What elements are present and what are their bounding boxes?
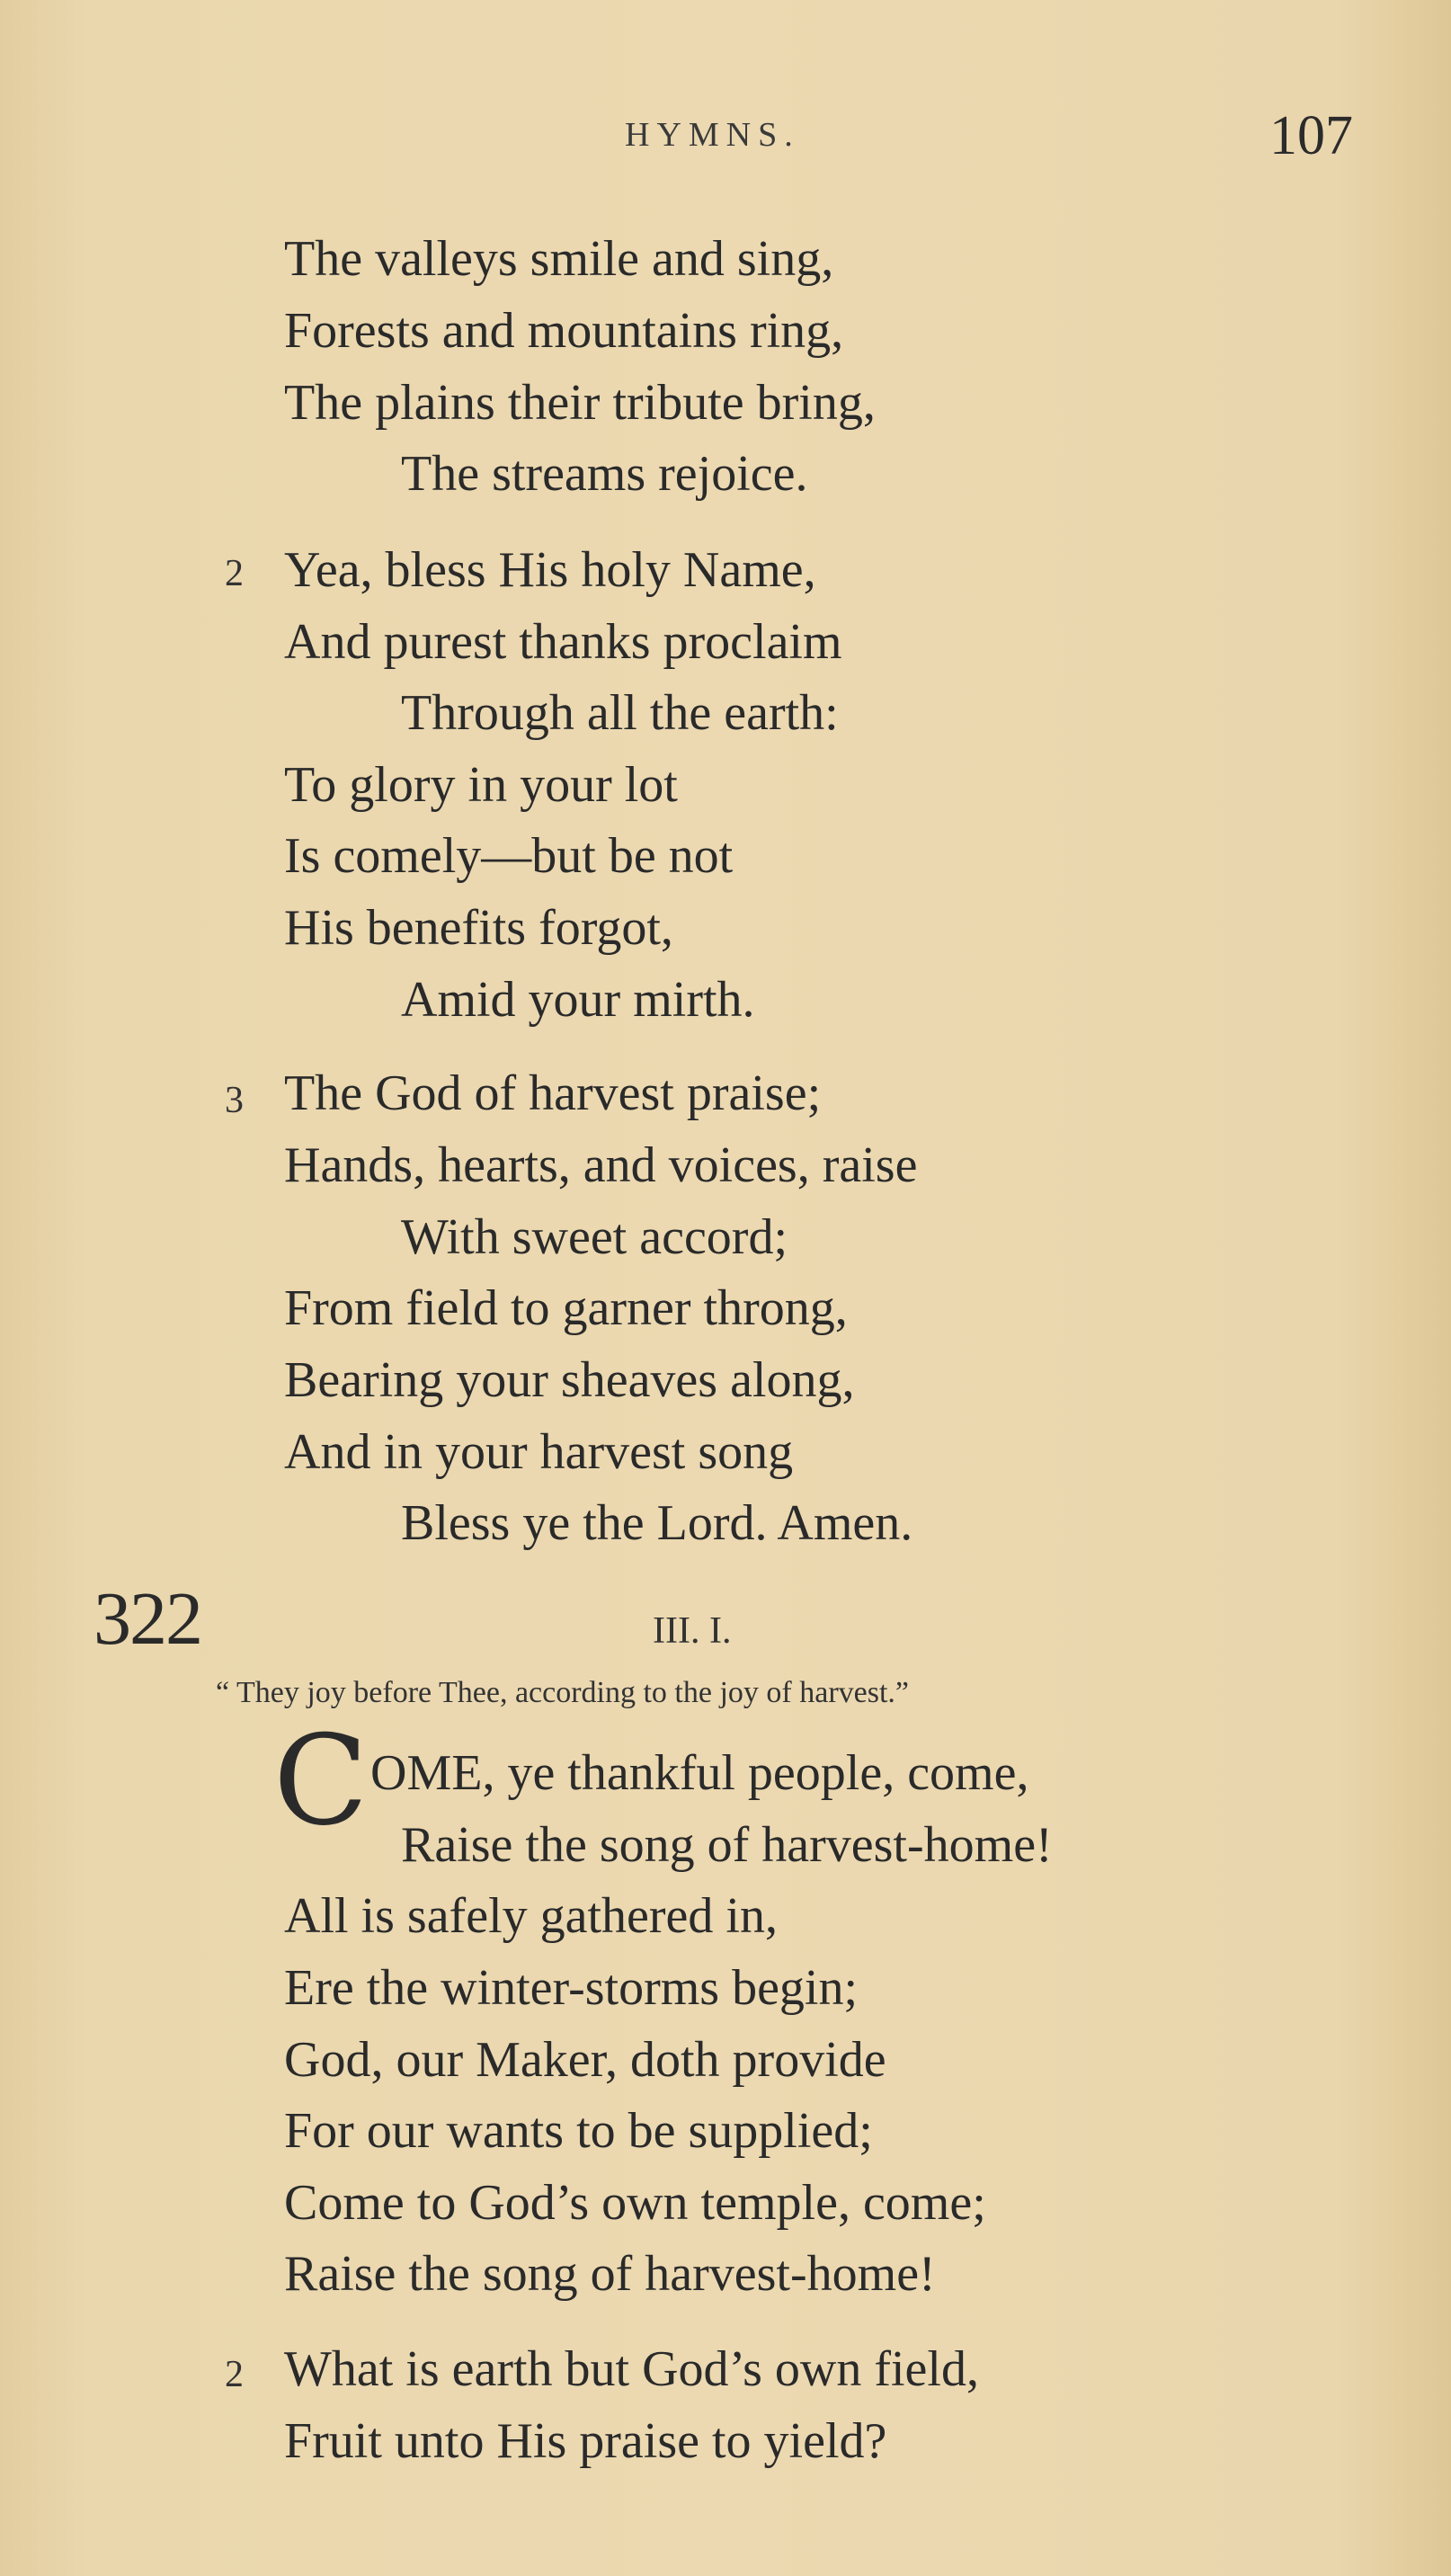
verse-line: Come to God’s own temple, come; [284, 2175, 986, 2231]
verse-number: 3 [225, 1080, 244, 1121]
verse-line: Through all the earth: [401, 685, 839, 741]
verse-line: The valleys smile and sing, [284, 231, 834, 287]
verse-line: Bearing your sheaves along, [284, 1352, 855, 1408]
verse-line: All is safely gathered in, [284, 1888, 778, 1944]
verse-line: And purest thanks proclaim [284, 614, 842, 670]
verse-line: The plains their tribute bring, [284, 375, 876, 431]
verse-line: Raise the song of harvest-home! [284, 2246, 936, 2302]
verse-line: Bless ye the Lord. Amen. [401, 1495, 913, 1551]
page-number: 107 [1269, 105, 1353, 166]
verse-line: Fruit unto His praise to yield? [284, 2413, 887, 2469]
verse-number: 2 [225, 553, 244, 594]
epigraph: “ They joy before Thee, according to the joy of harvest.” [216, 1676, 910, 1709]
verse-line: Forests and mountains ring, [284, 303, 844, 359]
verse-line: God, our Maker, doth provide [284, 2032, 886, 2088]
verse-line: Raise the song of harvest-home! [401, 1817, 1053, 1873]
drop-cap: C [273, 1708, 369, 1853]
verse-line: Ere the winter-storms begin; [284, 1960, 859, 2016]
verse-line: To glory in your lot [284, 757, 678, 813]
hymn-meter: III. I. [653, 1610, 732, 1652]
verse-line: Hands, hearts, and voices, raise [284, 1137, 918, 1193]
verse-line: His benefits forgot, [284, 900, 673, 956]
verse-line: OME, ye thankful people, come, [370, 1745, 1029, 1801]
running-title: HYMNS. [625, 116, 800, 154]
verse-number: 2 [225, 2354, 244, 2395]
verse-line: From field to garner throng, [284, 1280, 848, 1336]
verse-line: The God of harvest praise; [284, 1065, 822, 1121]
verse-line: The streams rejoice. [401, 446, 808, 502]
verse-line: For our wants to be supplied; [284, 2103, 873, 2159]
verse-line: What is earth but God’s own field, [284, 2341, 979, 2397]
verse-line: Amid your mirth. [401, 972, 755, 1028]
hymn-number: 322 [93, 1577, 201, 1661]
verse-line: Yea, bless His holy Name, [284, 542, 816, 598]
verse-line: And in your harvest song [284, 1424, 794, 1480]
verse-line: With sweet accord; [401, 1209, 788, 1265]
verse-line: Is comely—but be not [284, 828, 734, 884]
